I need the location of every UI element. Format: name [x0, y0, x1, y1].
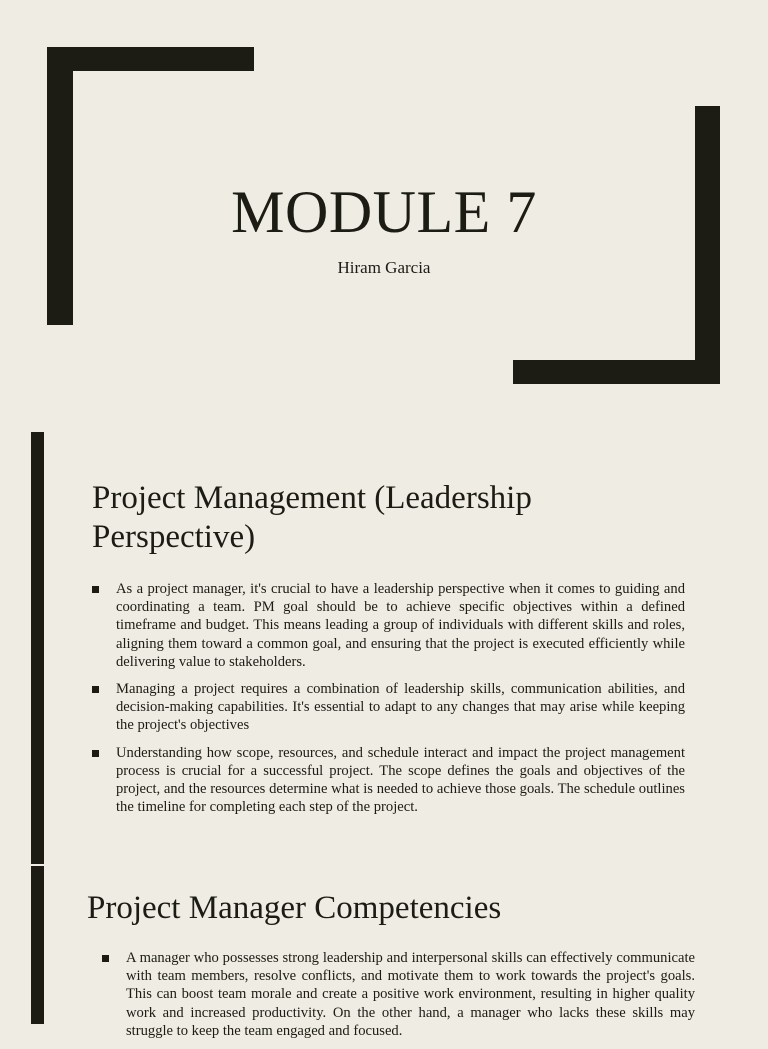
- list-item: [102, 949, 695, 1040]
- bullet-text: A manager who possesses strong leadership and interpersonal skills can effectively communicate with team members, resolve conflicts, and motivate them to work towards the project's goals. This can boost team morale and create a positive work environment, resulting in higher quality work and increased productivity. On the other hand, a manager who lacks these skills may struggle to keep the team engaged and focused.: [126, 950, 695, 1039]
- slide-pm-competencies: [0, 866, 768, 1039]
- slide-heading: Project Manager Competencies: [87, 890, 502, 926]
- bottom-right-bracket-horizontal: [513, 360, 720, 384]
- list-item: [92, 580, 685, 671]
- bullet-text: As a project manager, it's crucial to have a leadership perspective when it comes to guiding and coordinating a team. PM goal should be to achieve specific objectives within a defined timeframe and budget. This means leading a group of individuals with different skills and roles, aligning them toward a common goal, and ensuring that the project is executed efficiently while delivering value to stakeholders.: [116, 581, 685, 670]
- slide-project-management: [0, 432, 768, 864]
- top-left-bracket-horizontal: [47, 47, 254, 71]
- list-item: [92, 680, 685, 735]
- title-slide: [0, 0, 768, 420]
- left-accent-bar: [31, 866, 44, 1024]
- slide-title: MODULE 7: [231, 179, 537, 245]
- list-item: [92, 744, 685, 817]
- author-name: Hiram Garcia: [337, 258, 431, 277]
- square-bullet-icon: [92, 586, 99, 593]
- slide-heading: Project Management (Leadership Perspective): [92, 480, 532, 555]
- left-accent-bar: [31, 432, 44, 864]
- bullet-list: [102, 949, 695, 1049]
- bullet-text: Managing a project requires a combination of leadership skills, communication abilities, and decision-making capabilities. It's essential to adapt to any changes that may arise while keeping the project's objectives: [116, 681, 685, 734]
- bullet-text: Understanding how scope, resources, and schedule interact and impact the project management process is crucial for a successful project. The scope defines the goals and objectives of the project, and the resources determine what is needed to achieve those goals. The schedule outlines the timeline for completing each step of the project.: [116, 744, 685, 816]
- square-bullet-icon: [92, 686, 99, 693]
- square-bullet-icon: [92, 750, 99, 757]
- bullet-list: [92, 580, 685, 825]
- square-bullet-icon: [102, 955, 109, 962]
